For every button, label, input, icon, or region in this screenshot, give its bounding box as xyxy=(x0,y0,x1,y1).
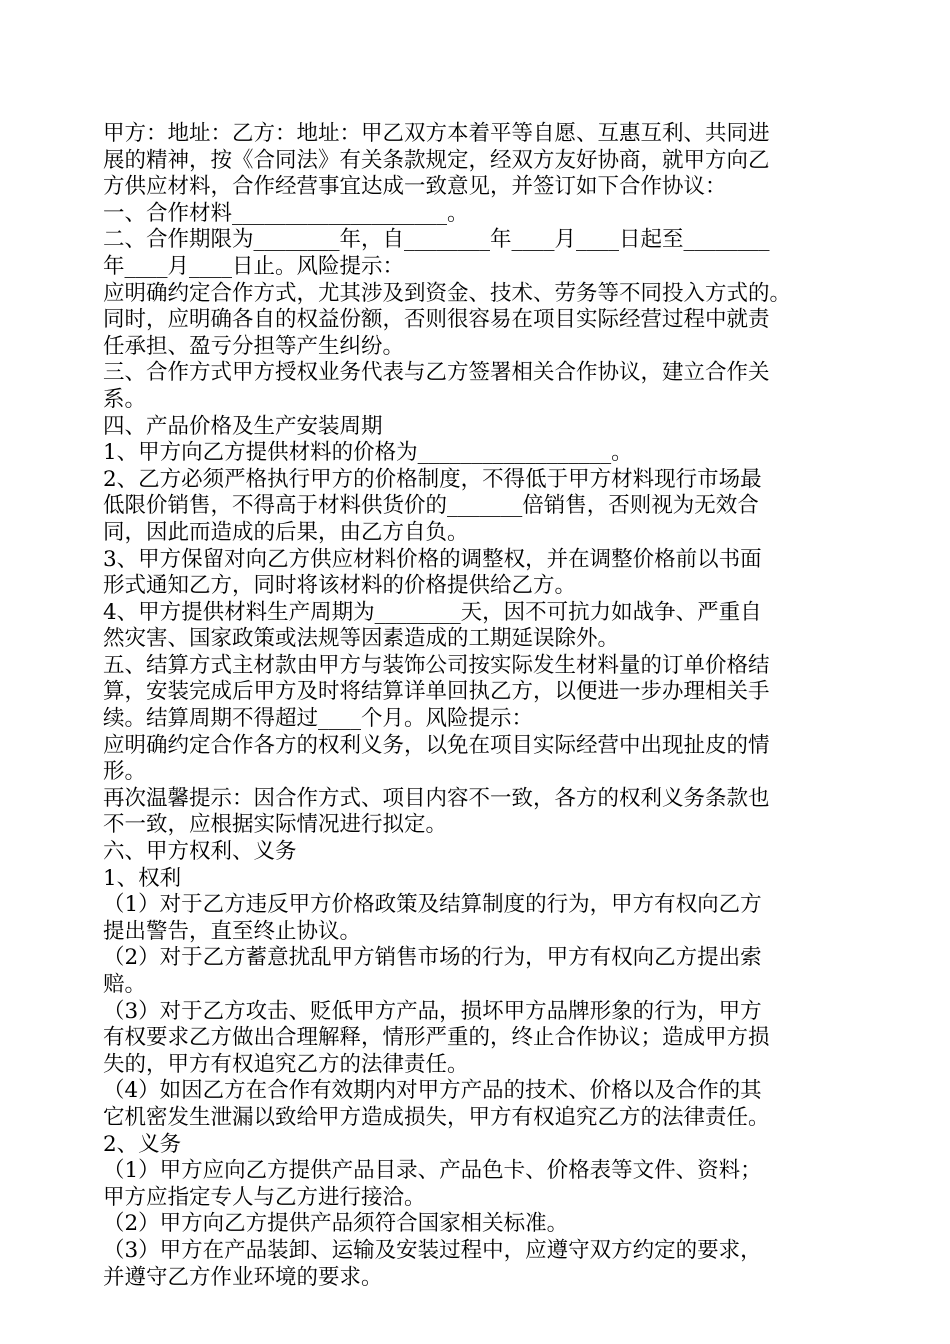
clause-4-3-line-2: 形式通知乙方，同时将该材料的价格提供给乙方。 xyxy=(103,573,577,599)
clause-4-1: 1、甲方向乙方提供材料的价格为__________________。 xyxy=(103,440,633,466)
rights-2-line-2: 赔。 xyxy=(103,972,147,997)
reminder-line-2: 不一致，应根据实际情况进行拟定。 xyxy=(103,812,448,838)
contract-page xyxy=(103,121,863,1291)
rights-3-line-2: 有权要求乙方做出合理解释，情形严重的，终止合作协议；造成甲方损 xyxy=(103,1025,770,1051)
rights-1-line-1: （1）对于乙方违反甲方价格政策及结算制度的行为，甲方有权向乙方 xyxy=(103,892,762,918)
obligations-1-line-1: （1）甲方应向乙方提供产品目录、产品色卡、价格表等文件、资料； xyxy=(103,1158,762,1184)
text-line-11: 系。 xyxy=(103,386,147,412)
section-heading-2: 二、合作期限为________年，自________年____月____日起至________ xyxy=(103,227,770,253)
clause-4-4-line-1: 4、甲方提供材料生产周期为________天，因不可抗力如战争、严重自 xyxy=(103,599,762,625)
section-heading-6: 六、甲方权利、义务 xyxy=(103,839,297,865)
text-line-6: 年____月____日止。风险提示： xyxy=(103,253,405,279)
text-line-2: 展的精神，按《合同法》有关条款规定，经双方友好协商，就甲方向乙 xyxy=(103,147,770,173)
rights-3-line-1: （3）对于乙方攻击、贬低甲方产品，损坏甲方品牌形象的行为，甲方 xyxy=(103,998,762,1024)
obligations-2: （2）甲方向乙方提供产品须符合国家相关标准。 xyxy=(103,1211,569,1237)
rights-2-line-1: （2）对于乙方蓄意扰乱甲方销售市场的行为，甲方有权向乙方提出索 xyxy=(103,945,762,971)
section-heading-1: 一、合作材料____________________。 xyxy=(103,200,469,226)
subsection-rights: 1、权利 xyxy=(103,865,182,891)
risk-note-line-2: 同时，应明确各自的权益份额，否则很容易在项目实际经营过程中就责 xyxy=(103,307,770,333)
section-heading-3: 三、合作方式甲方授权业务代表与乙方签署相关合作协议，建立合作关 xyxy=(103,360,770,386)
obligations-1-line-2: 甲方应指定专人与乙方进行接洽。 xyxy=(103,1184,426,1210)
rights-3-line-3: 失的，甲方有权追究乙方的法律责任。 xyxy=(103,1051,469,1077)
section-heading-4: 四、产品价格及生产安装周期 xyxy=(103,413,383,439)
rights-4-line-2: 它机密发生泄漏以致给甲方造成损失，甲方有权追究乙方的法律责任。 xyxy=(103,1104,770,1130)
risk-note-line-1: 应明确约定合作方式，尤其涉及到资金、技术、劳务等不同投入方式的。 xyxy=(103,280,792,306)
clause-4-3-line-1: 3、甲方保留对向乙方供应材料价格的调整权，并在调整价格前以书面 xyxy=(103,546,762,572)
rights-1-line-2: 提出警告，直至终止协议。 xyxy=(103,918,362,944)
clause-4-2-line-1: 2、乙方必须严格执行甲方的价格制度，不得低于甲方材料现行市场最 xyxy=(103,466,762,492)
text-line-1: 甲方：地址：乙方：地址：甲乙双方本着平等自愿、互惠互利、共同进 xyxy=(103,121,770,146)
rights-4-line-1: （4）如因乙方在合作有效期内对甲方产品的技术、价格以及合作的其 xyxy=(103,1078,762,1104)
risk-note-2-line-2: 形。 xyxy=(103,759,147,785)
text-line-22: 算，安装完成后甲方及时将结算详单回执乙方，以便进一步办理相关手 xyxy=(103,679,770,705)
subsection-obligations: 2、义务 xyxy=(103,1131,182,1157)
text-line-23: 续。结算周期不得超过____个月。风险提示： xyxy=(103,706,534,732)
text-line-3: 方供应材料，合作经营事宜达成一致意见，并签订如下合作协议： xyxy=(103,174,727,200)
clause-4-4-line-2: 然灾害、国家政策或法规等因素造成的工期延误除外。 xyxy=(103,626,620,652)
obligations-3-line-1: （3）甲方在产品装卸、运输及安装过程中，应遵守双方约定的要求， xyxy=(103,1237,762,1263)
section-heading-5: 五、结算方式主材款由甲方与装饰公司按实际发生材料量的订单价格结 xyxy=(103,652,770,678)
clause-4-2-line-2: 低限价销售，不得高于材料供货价的_______倍销售，否则视为无效合 xyxy=(103,493,759,519)
risk-note-line-3: 任承担、盈亏分担等产生纠纷。 xyxy=(103,333,405,359)
risk-note-2-line-1: 应明确约定合作各方的权利义务，以免在项目实际经营中出现扯皮的情 xyxy=(103,732,770,758)
obligations-3-line-2: 并遵守乙方作业环境的要求。 xyxy=(103,1264,383,1290)
clause-4-2-line-3: 同，因此而造成的后果，由乙方自负。 xyxy=(103,519,469,545)
reminder-line-1: 再次温馨提示：因合作方式、项目内容不一致，各方的权利义务条款也 xyxy=(103,785,770,811)
